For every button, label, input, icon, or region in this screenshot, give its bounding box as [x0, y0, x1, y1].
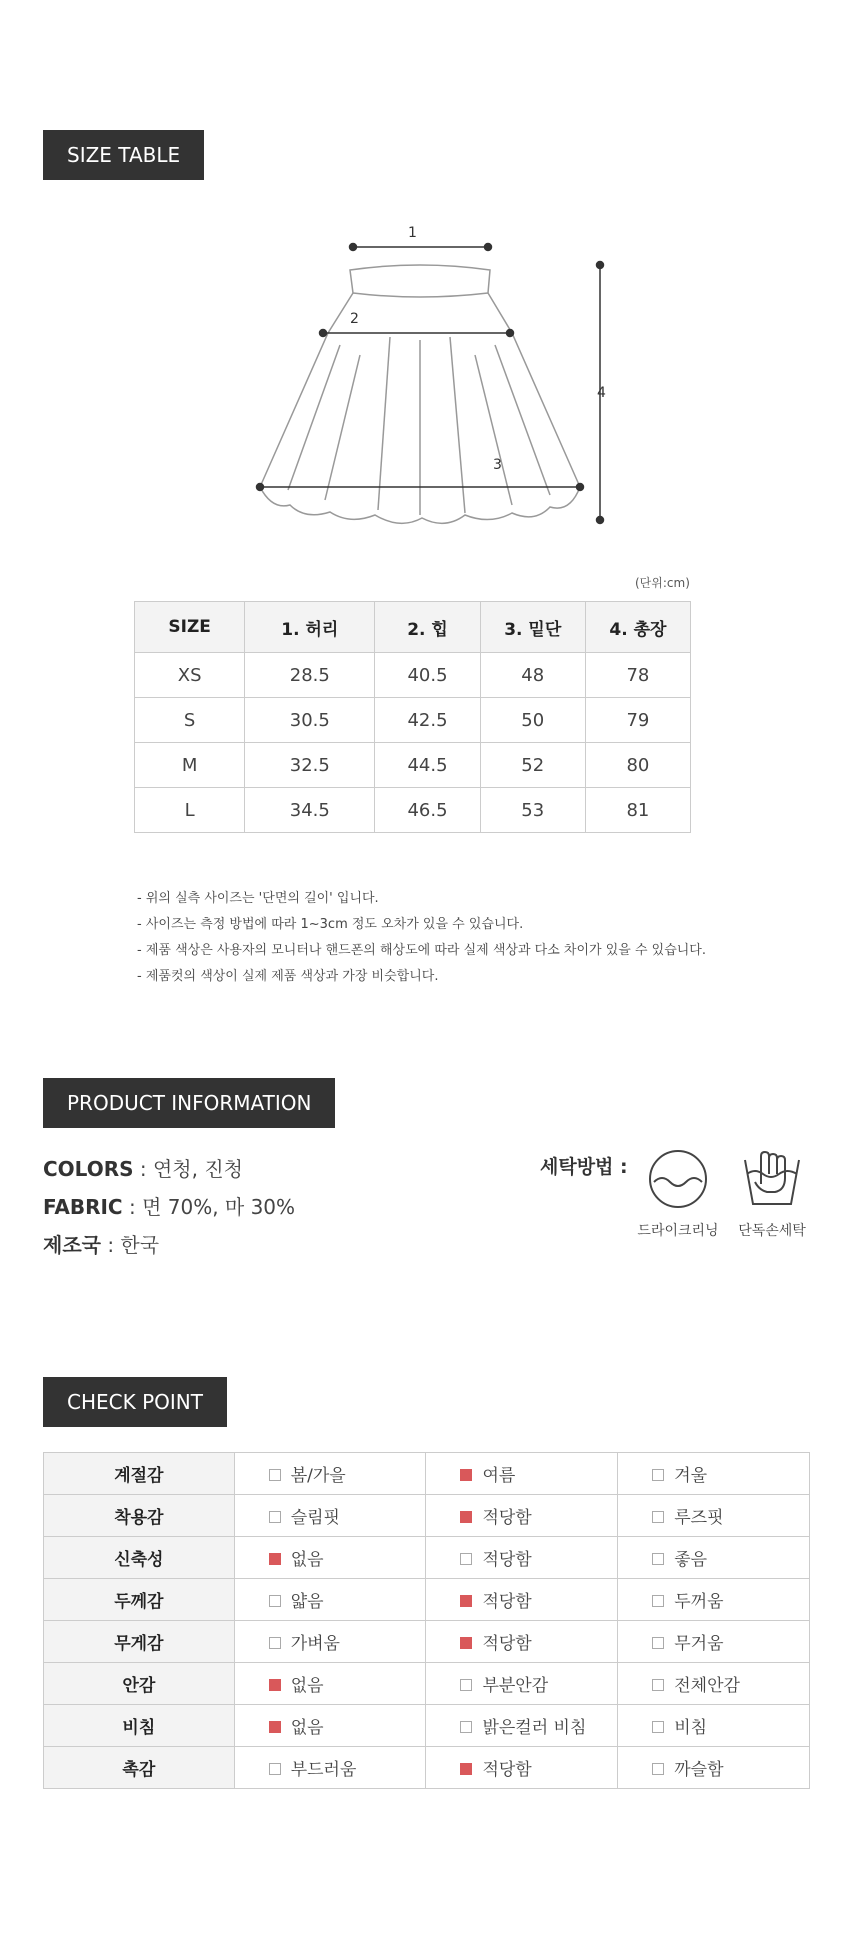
- size-cell: S: [135, 698, 245, 743]
- unchecked-box-icon: [652, 1721, 664, 1733]
- table-row: [135, 788, 691, 833]
- check-option-label: 부드러움: [290, 1760, 357, 1780]
- size-cell: 34.5: [245, 788, 375, 833]
- table-row: [44, 1705, 810, 1747]
- hand-wash-item: [722, 1146, 822, 1240]
- check-option: [234, 1747, 426, 1789]
- check-option: [618, 1537, 810, 1579]
- check-category: 안감: [44, 1663, 235, 1705]
- table-row: [135, 653, 691, 698]
- check-option: [426, 1495, 618, 1537]
- size-cell: 52: [480, 743, 585, 788]
- check-option: [426, 1747, 618, 1789]
- check-option-label: 슬림핏: [290, 1508, 340, 1528]
- table-row: [44, 1621, 810, 1663]
- checked-box-icon: [460, 1763, 472, 1775]
- check-option-label: 겨울: [674, 1466, 708, 1486]
- fabric-line: FABRIC : 면 70%, 마 30%: [43, 1195, 296, 1219]
- size-cell: 79: [585, 698, 690, 743]
- skirt-measurement-diagram: [250, 215, 620, 535]
- size-table-header-row: [135, 602, 691, 653]
- check-option-label: 전체안감: [674, 1676, 740, 1696]
- checked-box-icon: [269, 1553, 281, 1565]
- unchecked-box-icon: [652, 1679, 664, 1691]
- check-category: 계절감: [44, 1453, 235, 1495]
- check-option-label: 두꺼움: [674, 1592, 724, 1612]
- check-category: 착용감: [44, 1495, 235, 1537]
- check-option-label: 적당함: [482, 1550, 532, 1570]
- check-option-label: 부분안감: [482, 1676, 549, 1696]
- table-row: [44, 1579, 810, 1621]
- checked-box-icon: [460, 1469, 472, 1481]
- size-header-cell: 4. 총장: [585, 602, 690, 653]
- table-row: [44, 1537, 810, 1579]
- check-option: [618, 1747, 810, 1789]
- dry-cleaning-item: [628, 1146, 728, 1240]
- check-option-label: 가벼움: [290, 1634, 340, 1654]
- unchecked-box-icon: [269, 1595, 281, 1607]
- unchecked-box-icon: [652, 1469, 664, 1481]
- size-cell: 30.5: [245, 698, 375, 743]
- size-table-heading: SIZE TABLE: [43, 130, 204, 180]
- unchecked-box-icon: [269, 1469, 281, 1481]
- size-cell: 81: [585, 788, 690, 833]
- diagram-label-1: 1: [408, 225, 417, 241]
- wash-caption: 단독손세탁: [738, 1223, 806, 1239]
- unchecked-box-icon: [460, 1721, 472, 1733]
- size-cell: XS: [135, 653, 245, 698]
- check-option: [234, 1537, 426, 1579]
- check-option: [618, 1495, 810, 1537]
- check-option-label: 무거움: [674, 1634, 724, 1654]
- unchecked-box-icon: [460, 1553, 472, 1565]
- check-category: 두께감: [44, 1579, 235, 1621]
- check-category: 비침: [44, 1705, 235, 1747]
- check-option: [234, 1495, 426, 1537]
- table-row: [44, 1663, 810, 1705]
- check-point-heading: CHECK POINT: [43, 1377, 227, 1427]
- colors-line: COLORS : 연청, 진청: [43, 1157, 243, 1181]
- check-option: [234, 1663, 426, 1705]
- unchecked-box-icon: [652, 1553, 664, 1565]
- note-line: - 위의 실측 사이즈는 '단면의 길이' 입니다.: [137, 891, 379, 906]
- table-row: [135, 743, 691, 788]
- check-option-label: 밝은컬러 비침: [482, 1718, 587, 1738]
- check-option: [618, 1663, 810, 1705]
- size-cell: 46.5: [375, 788, 480, 833]
- diagram-label-2: 2: [350, 311, 359, 327]
- size-cell: 78: [585, 653, 690, 698]
- size-table: [134, 601, 691, 833]
- unchecked-box-icon: [652, 1595, 664, 1607]
- size-header-cell: SIZE: [135, 602, 245, 653]
- unchecked-box-icon: [652, 1511, 664, 1523]
- check-option: [618, 1579, 810, 1621]
- size-cell: 48: [480, 653, 585, 698]
- check-option-label: 없음: [290, 1718, 324, 1738]
- size-cell: 50: [480, 698, 585, 743]
- check-option-label: 여름: [482, 1466, 516, 1486]
- size-header-cell: 3. 밑단: [480, 602, 585, 653]
- table-row: [44, 1453, 810, 1495]
- check-category: 촉감: [44, 1747, 235, 1789]
- check-option: [426, 1579, 618, 1621]
- check-option-label: 적당함: [482, 1592, 532, 1612]
- unchecked-box-icon: [269, 1763, 281, 1775]
- checked-box-icon: [460, 1511, 472, 1523]
- check-option: [618, 1453, 810, 1495]
- note-line: - 제품컷의 색상이 실제 제품 색상과 가장 비슷합니다.: [137, 969, 439, 984]
- check-option-label: 루즈핏: [674, 1508, 724, 1528]
- check-option-label: 적당함: [482, 1508, 532, 1528]
- product-info: [43, 1150, 295, 1264]
- unchecked-box-icon: [652, 1637, 664, 1649]
- check-category: 신축성: [44, 1537, 235, 1579]
- size-cell: L: [135, 788, 245, 833]
- check-option-label: 얇음: [290, 1592, 324, 1612]
- size-header-cell: 1. 허리: [245, 602, 375, 653]
- size-cell: M: [135, 743, 245, 788]
- note-line: - 사이즈는 측정 방법에 따라 1~3cm 정도 오차가 있을 수 있습니다.: [137, 917, 524, 932]
- unchecked-box-icon: [269, 1511, 281, 1523]
- check-option: [426, 1705, 618, 1747]
- check-option-label: 좋음: [674, 1550, 708, 1570]
- check-option: [618, 1621, 810, 1663]
- check-option-label: 없음: [290, 1676, 324, 1696]
- table-row: [44, 1747, 810, 1789]
- origin-line: 제조국 : 한국: [43, 1233, 160, 1257]
- table-row: [135, 698, 691, 743]
- size-cell: 32.5: [245, 743, 375, 788]
- check-option-label: 비침: [674, 1718, 708, 1738]
- note-line: - 제품 색상은 사용자의 모니터나 핸드폰의 해상도에 따라 실제 색상과 다소 차이가 있을 수 있습니다.: [137, 943, 706, 958]
- check-option: [618, 1705, 810, 1747]
- check-option: [234, 1621, 426, 1663]
- check-option: [234, 1705, 426, 1747]
- size-cell: 42.5: [375, 698, 480, 743]
- check-option-label: 까슬함: [674, 1760, 724, 1780]
- size-cell: 44.5: [375, 743, 480, 788]
- checked-box-icon: [460, 1595, 472, 1607]
- check-option-label: 봄/가을: [290, 1466, 346, 1486]
- hand-wash-icon: [739, 1146, 805, 1212]
- diagram-label-3: 3: [493, 457, 502, 473]
- check-option-label: 적당함: [482, 1760, 532, 1780]
- check-option: [426, 1621, 618, 1663]
- unchecked-box-icon: [460, 1679, 472, 1691]
- diagram-label-4: 4: [597, 385, 606, 401]
- wash-method-label: 세탁방법 :: [540, 1156, 628, 1178]
- size-cell: 53: [480, 788, 585, 833]
- checked-box-icon: [460, 1637, 472, 1649]
- unchecked-box-icon: [269, 1637, 281, 1649]
- check-point-table: [43, 1452, 810, 1789]
- dry-cleaning-icon: [645, 1146, 711, 1212]
- size-header-cell: 2. 힙: [375, 602, 480, 653]
- unit-label: (단위:cm): [635, 576, 690, 590]
- check-option: [426, 1537, 618, 1579]
- checked-box-icon: [269, 1679, 281, 1691]
- product-info-heading: PRODUCT INFORMATION: [43, 1078, 335, 1128]
- size-cell: 80: [585, 743, 690, 788]
- size-cell: 40.5: [375, 653, 480, 698]
- checked-box-icon: [269, 1721, 281, 1733]
- wash-caption: 드라이크리닝: [637, 1223, 719, 1239]
- check-option: [234, 1579, 426, 1621]
- unchecked-box-icon: [652, 1763, 664, 1775]
- check-option: [426, 1453, 618, 1495]
- table-row: [44, 1495, 810, 1537]
- check-option: [234, 1453, 426, 1495]
- check-option-label: 적당함: [482, 1634, 532, 1654]
- size-cell: 28.5: [245, 653, 375, 698]
- size-notes: [137, 886, 706, 990]
- check-category: 무게감: [44, 1621, 235, 1663]
- check-option-label: 없음: [290, 1550, 324, 1570]
- check-option: [426, 1663, 618, 1705]
